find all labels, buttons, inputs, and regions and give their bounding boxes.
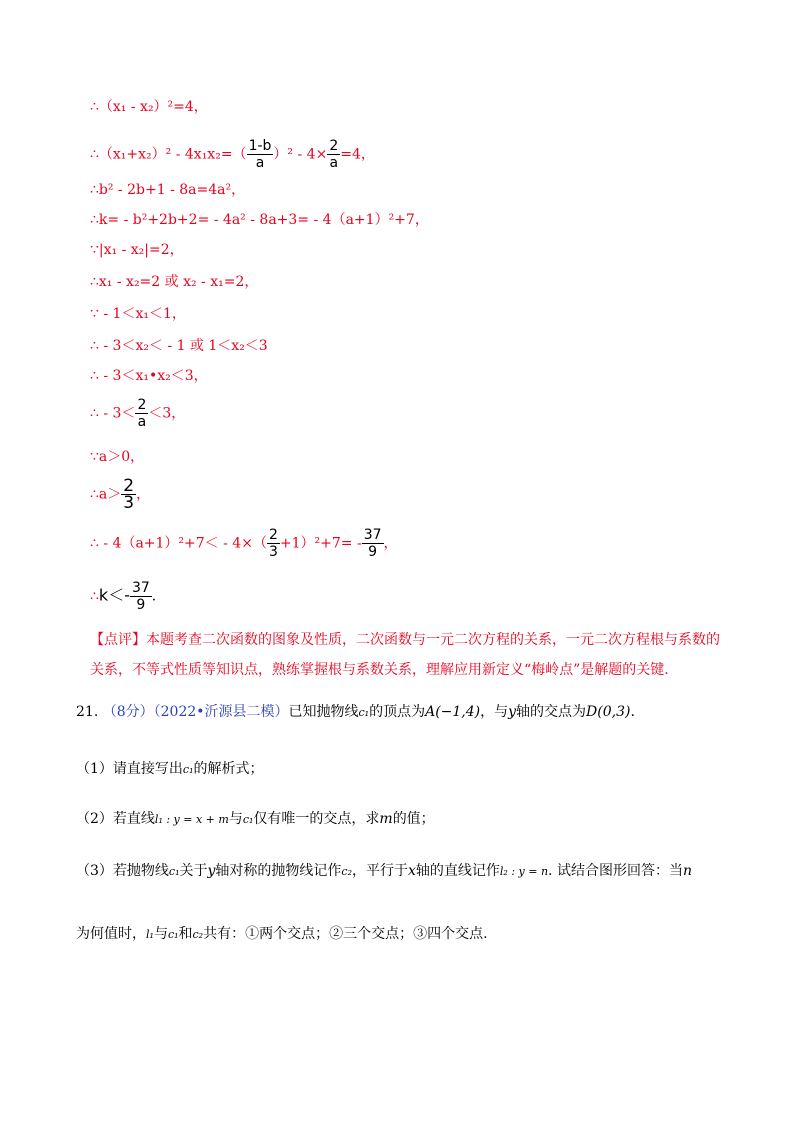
comment-tag: 【点评】 xyxy=(90,632,146,648)
solution-line-10: ∴ - 3＜ $\frac{2}{a}$ ＜3， xyxy=(90,397,186,430)
solution-line-12: ∴a＞ $\frac{2}{3}$ ， xyxy=(90,476,151,513)
solution-line-5: ∵|x₁ - x₂|=2， xyxy=(90,242,184,258)
question-part-3: （3）若抛物线c₁关于y轴对称的抛物线记作c₂，平行于x轴的直线记作l₂ : y = n. 试结合图形回答：当n xyxy=(76,863,692,879)
fraction: $\frac{37}{9}$ xyxy=(131,580,150,613)
solution-line-1: ∴（x₁ - x₂）²=4， xyxy=(90,99,208,115)
fraction: $\frac{37}{9}$ xyxy=(363,527,382,560)
fraction: $\frac{1-b}{a}$ xyxy=(248,138,272,171)
fraction: $\frac{2}{3}$ xyxy=(268,527,278,560)
fraction: $\frac{2}{a}$ xyxy=(329,138,339,171)
solution-line-2: ∴（x₁+x₂）² - 4x₁x₂=（ $\frac{1-b}{a}$ ）² - 4× $\frac{2}{a}$ =4， xyxy=(90,138,375,171)
comment-paragraph xyxy=(90,625,730,685)
fraction: $\frac{2}{a}$ xyxy=(137,397,147,430)
question-stem: 21. （8分）（2022•沂源县二模）已知抛物线c₁的顶点为A(−1,4)，与y轴的交点为D(0,3). xyxy=(76,704,635,720)
solution-line-11: ∵a＞0， xyxy=(90,449,145,465)
question-part-2: （2）若直线l₁ : y = x + m与c₁仅有唯一的交点，求m的值； xyxy=(76,811,435,827)
solution-line-4: ∴k= - b²+2b+2= - 4a² - 8a+3= - 4（a+1）²+7， xyxy=(90,212,429,228)
solution-line-8: ∴ - 3＜x₂＜ - 1 或 1＜x₂＜3 xyxy=(90,338,268,354)
solution-line-9: ∴ - 3＜x₁•x₂＜3， xyxy=(90,368,208,384)
solution-line-3: ∴b² - 2b+1 - 8a=4a²， xyxy=(90,182,246,198)
comment-text: 本题考查二次函数的图象及性质，二次函数与一元二次方程的关系，一元二次方程根与系数的关系，不等式性质等知识点，熟练掌握根与系数关系，理解应用新定义“梅岭点”是解题的关键. xyxy=(90,632,720,678)
solution-line-7: ∵ - 1＜x₁＜1， xyxy=(90,306,186,322)
question-meta: （8分）（2022•沂源县二模） xyxy=(102,704,289,720)
question-part-1: （1）请直接写出c₁的解析式； xyxy=(76,761,264,777)
solution-line-13: ∴ - 4（a+1）²+7＜ - 4×（ $\frac{2}{3}$ +1）²+7= - $\frac{37}{9}$ ， xyxy=(90,527,398,560)
fraction: $\frac{2}{3}$ xyxy=(123,476,135,513)
question-number: 21. xyxy=(76,704,99,720)
solution-line-14: ∴k＜- $\frac{37}{9}$ . xyxy=(90,580,157,613)
solution-line-6: ∴x₁ - x₂=2 或 x₂ - x₁=2， xyxy=(90,274,259,290)
question-part-3-continued: 为何值时，l₁与c₁和c₂共有：①两个交点；②三个交点；③四个交点. xyxy=(76,926,488,942)
